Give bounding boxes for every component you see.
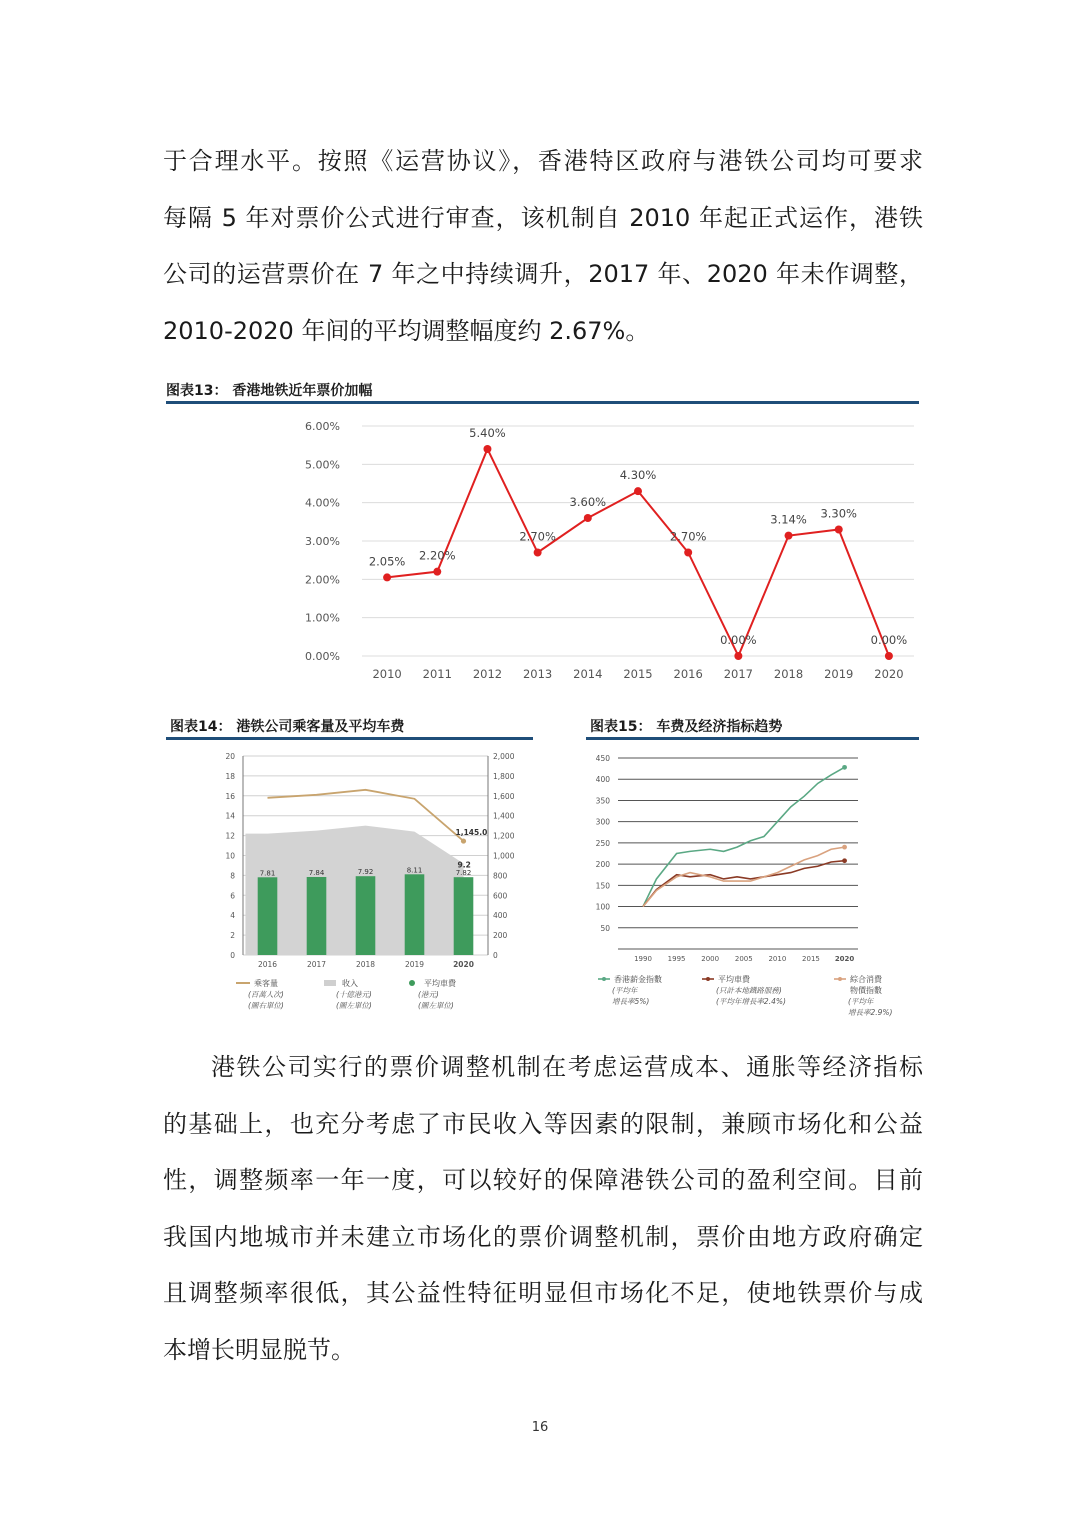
legend-sublabel: (百萬人次) [248, 990, 284, 999]
page-number: 16 [531, 1420, 549, 1435]
legend-label: 收入 [342, 979, 358, 988]
legend-label: 乘客量 [254, 979, 278, 988]
body-paragraph-bottom [163, 1039, 923, 1378]
left-y-tick-label: 8 [230, 871, 235, 881]
figure-14-rule [166, 737, 533, 740]
figure-15-title: 图表15： 车费及经济指标趋势 [590, 719, 783, 735]
legend-label: 綜合消費 [850, 975, 882, 984]
y-tick-label: 100 [595, 902, 610, 912]
data-label: 2.70% [519, 529, 556, 544]
fare-bar [258, 877, 278, 955]
fare-bar [356, 876, 376, 955]
legend-sublabel: 增長率2.9%) [848, 1008, 893, 1017]
left-y-tick-label: 16 [225, 791, 235, 801]
revenue-area [245, 826, 463, 955]
data-label: 4.30% [619, 468, 657, 483]
data-label: 3.60% [569, 495, 607, 509]
series-end-point [842, 858, 847, 863]
legend-sublabel: 增長率5%) [612, 997, 650, 1006]
y-tick-label: 200 [595, 860, 610, 870]
legend-sublabel: (只計本地鐵路服務) [716, 986, 782, 995]
data-point [584, 514, 592, 522]
paragraph-line: 性，调整频率一年一度，可以较好的保障港铁公司的盈利空间。目前 [163, 1166, 923, 1194]
y-tick-label: 250 [595, 838, 610, 848]
bar-label: 7.81 [259, 869, 276, 878]
paragraph-line: 我国内地城市并未建立市场化的票价调整机制，票价由地方政府确定 [163, 1222, 923, 1251]
body-paragraph-top [163, 133, 923, 359]
x-tick-label: 2018 [773, 667, 804, 681]
y-tick-label: 6.00% [305, 420, 340, 433]
data-point [785, 532, 793, 540]
data-label: 2.20% [418, 548, 456, 563]
legend-sublabel: (平均年 [612, 986, 638, 995]
data-point [734, 652, 742, 660]
legend-swatch [324, 980, 336, 986]
figure-15-rule [586, 737, 919, 740]
fare-bar [405, 874, 425, 955]
right-y-tick-label: 400 [493, 911, 508, 921]
legend-label: 平均車費 [424, 979, 456, 988]
legend-sublabel: (圖右單位) [248, 1001, 284, 1010]
bar-label: 8.11 [406, 866, 423, 875]
right-y-tick-label: 1,000 [493, 851, 515, 861]
x-tick-label: 2020 [874, 667, 904, 681]
figure-13-title: 图表13： 香港地铁近年票价加幅 [166, 383, 373, 399]
fare-bar [307, 877, 327, 955]
data-point [383, 573, 391, 581]
legend-label: 平均車費 [718, 975, 750, 984]
x-tick-label: 2000 [701, 955, 720, 963]
annotation-label: 1,145.0 [455, 828, 488, 838]
series-end-point [842, 845, 847, 850]
legend-swatch-dot [838, 977, 842, 981]
data-point [634, 487, 642, 495]
data-point [684, 549, 692, 557]
x-tick-label: 2019 [824, 667, 854, 681]
right-y-tick-label: 1,200 [493, 831, 515, 841]
bar-label: 7.92 [357, 868, 374, 877]
paragraph-line: 公司的运营票价在 7 年之中持续调升，2017 年、2020 年未作调整， [163, 260, 923, 288]
series-line [643, 861, 845, 907]
y-tick-label: 5.00% [305, 458, 340, 472]
legend-sublabel: (平均年 [848, 997, 874, 1006]
data-label: 2.05% [368, 554, 406, 569]
x-tick-label: 2018 [355, 960, 376, 969]
right-y-tick-label: 2,000 [493, 752, 515, 761]
data-label: 5.40% [469, 426, 506, 440]
x-tick-label: 2015 [802, 955, 820, 963]
left-y-tick-label: 2 [230, 931, 235, 941]
data-point [835, 526, 843, 534]
right-y-tick-label: 800 [493, 871, 508, 881]
x-tick-label: 2013 [522, 667, 553, 681]
x-tick-label: 2020 [834, 955, 855, 963]
data-label: 2.70% [669, 529, 707, 544]
y-tick-label: 50 [600, 923, 610, 933]
x-tick-label: 2010 [768, 955, 787, 963]
legend-sublabel: (平均年增長率2.4%) [716, 997, 786, 1006]
right-y-tick-label: 0 [493, 951, 498, 960]
legend-sublabel: (圖左單位) [418, 1001, 454, 1010]
y-tick-label: 2.00% [305, 573, 340, 587]
right-y-tick-label: 200 [493, 931, 508, 941]
legend-swatch [409, 980, 415, 986]
x-tick-label: 2016 [673, 667, 703, 681]
figure-13-line-chart [166, 408, 920, 690]
legend-swatch-dot [706, 977, 710, 981]
y-tick-label: 300 [595, 817, 610, 827]
left-y-tick-label: 18 [225, 771, 235, 781]
annotation-label: 9.2 [457, 860, 471, 870]
paragraph-line: 港铁公司实行的票价调整机制在考虑运营成本、通胀等经济指标 [211, 1053, 923, 1081]
left-y-tick-label: 12 [225, 831, 235, 841]
paragraph-line: 且调整频率很低，其公益性特征明显但市场化不足，使地铁票价与成 [163, 1279, 923, 1307]
x-tick-label: 2012 [472, 667, 503, 681]
fare-bar [454, 877, 474, 955]
x-tick-label: 2014 [573, 667, 603, 681]
left-y-tick-label: 14 [225, 811, 235, 821]
y-tick-label: 1.00% [305, 611, 340, 625]
y-tick-label: 0.00% [305, 650, 340, 663]
figure-14-title: 图表14： 港铁公司乘客量及平均车费 [170, 719, 405, 735]
x-tick-label: 2017 [723, 667, 754, 681]
right-y-tick-label: 1,600 [493, 791, 515, 801]
right-y-tick-label: 1,800 [493, 771, 515, 781]
data-point [885, 652, 893, 660]
paragraph-line: 每隔 5 年对票价公式进行审查，该机制自 2010 年起正式运作，港铁 [163, 203, 923, 232]
figure-15-line-chart [586, 744, 920, 1026]
y-tick-label: 450 [595, 754, 610, 763]
left-y-tick-label: 10 [225, 851, 235, 861]
x-tick-label: 1990 [634, 955, 652, 963]
legend-label: 香港薪金指數 [614, 975, 662, 984]
x-tick-label: 2015 [623, 667, 653, 681]
x-tick-label: 2011 [422, 667, 452, 681]
paragraph-line: 本增长明显脱节。 [163, 1335, 355, 1364]
data-label: 3.30% [820, 506, 858, 521]
left-y-tick-label: 4 [230, 911, 235, 921]
data-label: 0.00% [870, 633, 908, 647]
y-tick-label: 3.00% [305, 535, 340, 548]
left-y-tick-label: 0 [230, 951, 235, 960]
data-point [433, 568, 441, 576]
legend-sublabel: (十億港元) [336, 990, 372, 999]
paragraph-line: 的基础上，也充分考虑了市民收入等因素的限制，兼顾市场化和公益 [163, 1109, 923, 1138]
patronage-end-point [461, 838, 466, 843]
paragraph-line: 2010-2020 年间的平均调整幅度约 2.67%。 [163, 316, 650, 345]
legend-sublabel: (港元) [418, 990, 439, 999]
data-point [483, 445, 491, 453]
x-tick-label: 2010 [372, 667, 402, 681]
right-y-tick-label: 600 [493, 891, 508, 901]
y-tick-label: 350 [595, 796, 610, 806]
bar-label: 7.84 [308, 868, 325, 877]
x-tick-label: 1995 [667, 955, 686, 963]
figure-13-rule [166, 401, 919, 404]
y-tick-label: 400 [595, 775, 610, 785]
x-tick-label: 2019 [404, 960, 425, 969]
series-end-point [842, 765, 847, 770]
y-tick-label: 4.00% [305, 496, 340, 510]
x-tick-label: 2017 [306, 960, 327, 969]
legend-swatch-dot [602, 977, 606, 981]
bar-label: 7.82 [455, 869, 472, 878]
left-y-tick-label: 6 [230, 891, 235, 901]
figure-14-combo-chart [166, 744, 534, 1024]
legend-sublabel: (圖左單位) [336, 1001, 372, 1010]
right-y-tick-label: 1,400 [493, 811, 515, 821]
x-tick-label: 2020 [453, 960, 474, 969]
data-label: 3.14% [770, 512, 807, 527]
left-y-tick-label: 20 [225, 752, 235, 761]
x-tick-label: 2016 [257, 960, 278, 969]
x-tick-label: 2005 [734, 955, 753, 963]
paragraph-line: 于合理水平。按照《运营协议》，香港特区政府与港铁公司均可要求 [163, 147, 923, 175]
legend-label: 物價指數 [850, 986, 882, 995]
y-tick-label: 150 [595, 881, 610, 891]
data-label: 0.00% [720, 633, 757, 647]
data-point [534, 549, 542, 557]
